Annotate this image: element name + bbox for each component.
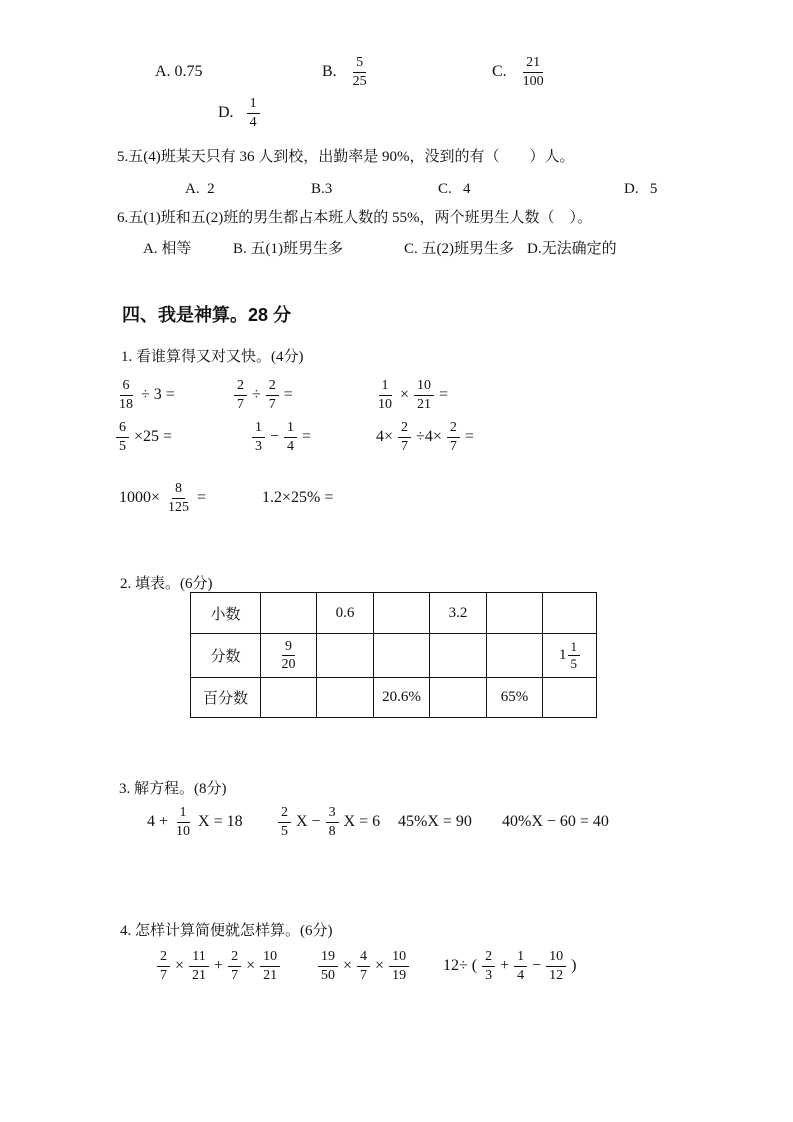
q4-option-c xyxy=(492,49,547,95)
math-text: D. xyxy=(218,104,234,121)
denominator: 4 xyxy=(287,438,295,454)
table-cell xyxy=(430,593,487,634)
q4-option-b xyxy=(322,49,370,95)
table-cell xyxy=(543,678,597,718)
denominator: 7 xyxy=(160,967,167,983)
fraction xyxy=(284,420,297,454)
numerator: 9 xyxy=(282,639,295,656)
equation-4 xyxy=(502,799,609,845)
numerator: 6 xyxy=(120,378,133,395)
math-text: = xyxy=(302,428,312,445)
sub4-title: 4. 怎样计算简便就怎样算。(6分) xyxy=(120,923,333,939)
math-text: 3.2 xyxy=(448,604,468,621)
sub2-title: 2. 填表。(6分) xyxy=(120,576,213,592)
math-text: = xyxy=(283,386,293,403)
denominator: 20 xyxy=(281,657,296,672)
denominator: 7 xyxy=(268,396,276,412)
numerator: 8 xyxy=(172,481,185,498)
math-text: 1.2×25% = xyxy=(262,489,334,506)
numerator: 1 xyxy=(177,805,190,822)
math-text: = xyxy=(439,386,449,403)
denominator: 4 xyxy=(249,114,257,130)
math-text: ÷ xyxy=(252,386,261,403)
numerator: 10 xyxy=(546,949,566,966)
numerator: 1 xyxy=(514,949,527,966)
math-text: X − xyxy=(296,813,321,830)
section-4-title: 四、我是神算。28 分 xyxy=(122,305,292,325)
fraction xyxy=(482,949,495,983)
table-cell xyxy=(543,634,597,678)
math-text: X = 18 xyxy=(198,813,243,830)
denominator: 25 xyxy=(352,73,367,89)
math-text: × xyxy=(375,957,385,974)
numerator: 1 xyxy=(247,96,260,113)
denominator: 18 xyxy=(119,396,133,412)
denominator: 10 xyxy=(176,823,191,839)
math-text: 1000× xyxy=(119,489,161,506)
math-text: = xyxy=(197,489,207,506)
table-cell xyxy=(430,634,487,678)
calc-expression-1 xyxy=(116,372,175,418)
question-6-text: 6.五(1)班和五(2)班的男生都占本班人数的 55%，两个班男生人数（ ）。 xyxy=(117,210,592,226)
q6-option-c: C. 五(2)班男生多 xyxy=(404,241,514,257)
calc-expression-4 xyxy=(116,414,172,460)
math-text: 0.6 xyxy=(335,604,355,621)
cell-value xyxy=(279,639,299,673)
simplify-expression-3 xyxy=(443,943,577,989)
fraction xyxy=(350,55,370,89)
denominator: 50 xyxy=(321,967,335,983)
fraction xyxy=(279,639,299,673)
denominator: 8 xyxy=(328,823,336,839)
cell-value xyxy=(559,640,580,672)
sub1-title: 1. 看谁算得又对又快。(4分) xyxy=(121,349,304,365)
denominator: 7 xyxy=(360,967,368,983)
fraction xyxy=(157,949,170,983)
numerator: 2 xyxy=(228,949,241,966)
numerator: 2 xyxy=(266,378,279,395)
denominator: 19 xyxy=(392,967,407,983)
cell-value xyxy=(382,689,421,706)
fraction xyxy=(318,949,338,983)
fraction xyxy=(278,805,291,839)
q5-option-c: C. 4 xyxy=(438,181,471,197)
table-cell xyxy=(374,634,430,678)
table-cell xyxy=(261,593,317,634)
q5-option-a: A. 2 xyxy=(185,181,215,197)
table-cell xyxy=(317,678,374,718)
denominator: 7 xyxy=(237,396,244,412)
math-text: 12÷ ( xyxy=(443,957,478,974)
fraction xyxy=(568,640,581,672)
math-text: A. 0.75 xyxy=(155,63,203,80)
numerator: 2 xyxy=(278,805,291,822)
calc-expression-5 xyxy=(252,414,311,460)
table-cell xyxy=(487,678,543,718)
math-text: 20.6% xyxy=(382,689,421,706)
math-text: 4 + xyxy=(147,813,169,830)
math-text: X = 6 xyxy=(343,813,381,830)
fraction xyxy=(520,55,547,89)
numerator: 1 xyxy=(284,420,297,437)
calc-expression-2 xyxy=(234,372,293,418)
q6-option-a: A. 相等 xyxy=(143,241,192,257)
denominator: 21 xyxy=(417,396,432,412)
denominator: 7 xyxy=(231,967,239,983)
q5-option-b: B.3 xyxy=(311,181,333,197)
whole-part: 1 xyxy=(559,647,567,663)
table-cell xyxy=(317,634,374,678)
cell-value xyxy=(449,605,468,622)
fraction xyxy=(398,420,411,454)
table-row xyxy=(191,634,597,678)
math-text: ) xyxy=(571,957,577,974)
math-text: ÷4× xyxy=(416,428,442,445)
fraction xyxy=(260,949,280,983)
fraction xyxy=(189,949,209,983)
numerator: 10 xyxy=(260,949,280,966)
numerator: 5 xyxy=(353,55,366,72)
sub3-title: 3. 解方程。(8分) xyxy=(119,781,227,797)
math-text: C. xyxy=(492,63,507,80)
fraction xyxy=(414,378,434,412)
calc-expression-3 xyxy=(375,372,448,418)
denominator: 5 xyxy=(570,656,577,671)
fraction xyxy=(247,96,260,130)
table-cell xyxy=(261,678,317,718)
numerator: 10 xyxy=(389,949,409,966)
q6-option-b: B. 五(1)班男生多 xyxy=(233,241,343,257)
q6-option-d: D.无法确定的 xyxy=(527,241,617,257)
table-cell xyxy=(374,678,430,718)
numerator: 2 xyxy=(482,949,495,966)
calc-expression-7 xyxy=(119,475,206,521)
denominator: 100 xyxy=(522,73,544,89)
numerator: 1 xyxy=(568,640,581,656)
denominator: 10 xyxy=(378,396,392,412)
fraction xyxy=(447,420,460,454)
table-cell xyxy=(374,593,430,634)
numerator: 2 xyxy=(234,378,247,395)
math-text: × xyxy=(246,957,256,974)
table-cell xyxy=(487,593,543,634)
fraction xyxy=(389,949,409,983)
fraction xyxy=(266,378,279,412)
fraction xyxy=(357,949,370,983)
numerator: 1 xyxy=(252,420,265,437)
fraction xyxy=(228,949,241,983)
math-text: 4× xyxy=(376,428,394,445)
simplify-expression-1 xyxy=(157,943,280,989)
equation-2 xyxy=(278,799,380,845)
question-5-text: 5.五(4)班某天只有 36 人到校，出勤率是 90%，没到的有（ ）人。 xyxy=(117,149,575,165)
conversion-table xyxy=(190,592,597,718)
numerator: 4 xyxy=(357,949,370,966)
table-cell xyxy=(261,634,317,678)
math-text: ×25 = xyxy=(134,428,173,445)
table-cell xyxy=(430,678,487,718)
fraction xyxy=(234,378,247,412)
numerator: 3 xyxy=(326,805,339,822)
denominator: 21 xyxy=(192,967,207,983)
table-cell xyxy=(317,593,374,634)
fraction xyxy=(326,805,339,839)
fraction xyxy=(252,420,265,454)
table-cell xyxy=(487,634,543,678)
cell-value xyxy=(336,605,355,622)
table-row-header: 百分数 xyxy=(191,678,261,718)
math-text: − xyxy=(270,428,280,445)
numerator: 19 xyxy=(318,949,338,966)
denominator: 125 xyxy=(168,499,190,515)
numerator: 1 xyxy=(379,378,392,395)
numerator: 2 xyxy=(447,420,460,437)
equation-3 xyxy=(398,799,472,845)
math-text: × xyxy=(343,957,353,974)
q4-option-a xyxy=(155,49,203,95)
numerator: 2 xyxy=(157,949,170,966)
math-text: + xyxy=(500,957,510,974)
fraction xyxy=(546,949,566,983)
calc-expression-6 xyxy=(376,414,474,460)
equation-1 xyxy=(147,799,243,845)
denominator: 7 xyxy=(449,438,457,454)
denominator: 5 xyxy=(119,438,126,454)
table-row xyxy=(191,678,597,718)
mixed-number xyxy=(559,640,580,672)
numerator: 10 xyxy=(414,378,434,395)
denominator: 7 xyxy=(401,438,409,454)
denominator: 3 xyxy=(485,967,493,983)
numerator: 6 xyxy=(116,420,129,437)
table-row xyxy=(191,593,597,634)
fraction xyxy=(116,420,129,454)
fraction xyxy=(165,481,192,515)
numerator: 21 xyxy=(523,55,543,72)
calc-expression-8 xyxy=(262,475,333,521)
fraction xyxy=(173,805,193,839)
denominator: 5 xyxy=(281,823,288,839)
table-row-header: 小数 xyxy=(191,593,261,634)
math-text: − xyxy=(532,957,542,974)
numerator: 11 xyxy=(189,949,208,966)
denominator: 21 xyxy=(263,967,278,983)
cell-value xyxy=(501,689,529,706)
math-text: × xyxy=(175,957,185,974)
math-text: 40%X − 60 = 40 xyxy=(502,813,609,830)
denominator: 12 xyxy=(549,967,564,983)
denominator: 3 xyxy=(255,438,262,454)
math-text: × xyxy=(400,386,410,403)
simplify-expression-2 xyxy=(318,943,409,989)
table-cell xyxy=(543,593,597,634)
q5-option-d: D. 5 xyxy=(624,181,658,197)
math-text: B. xyxy=(322,63,337,80)
fraction xyxy=(116,378,136,412)
math-text: 65% xyxy=(500,689,529,706)
denominator: 4 xyxy=(517,967,525,983)
math-text: 45%X = 90 xyxy=(398,813,472,830)
numerator: 2 xyxy=(398,420,411,437)
q4-option-d xyxy=(218,90,260,136)
math-text: ÷ 3 = xyxy=(141,386,175,403)
math-text: = xyxy=(464,428,474,445)
table-row-header: 分数 xyxy=(191,634,261,678)
fraction xyxy=(375,378,395,412)
math-text: + xyxy=(214,957,224,974)
fraction xyxy=(514,949,527,983)
